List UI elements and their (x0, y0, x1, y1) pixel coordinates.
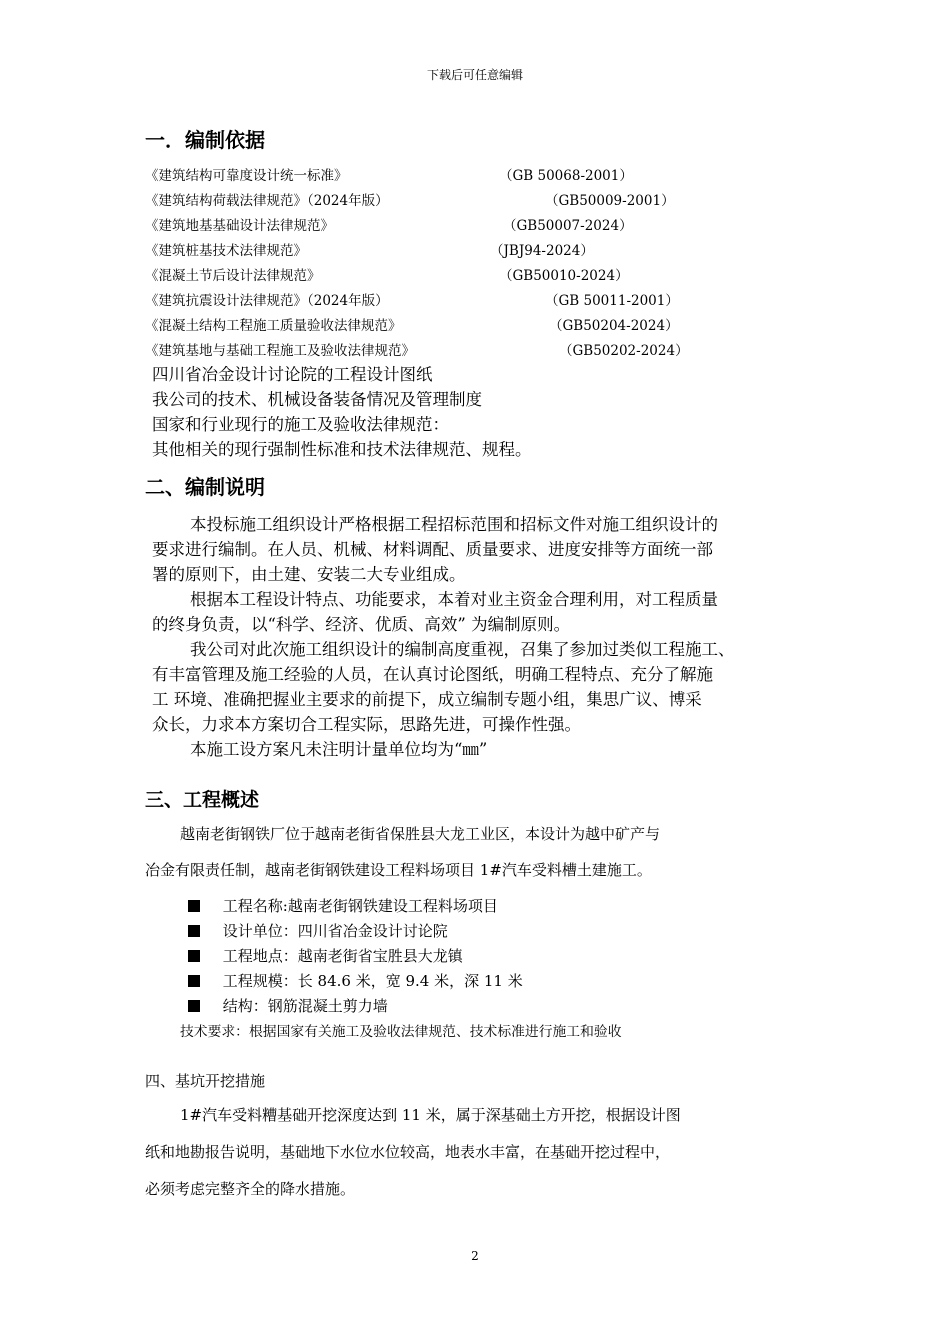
basis-line: 四川省冶金设计讨论院的工程设计图纸 (152, 365, 433, 384)
paragraph-line: 众长，力求本方案切合工程实际，思路先进，可操作性强。 (152, 715, 581, 734)
reference-name: 《建筑结构可靠度设计统一标准》 (145, 168, 348, 184)
bullet-text: 工程地点：越南老街省宝胜县大龙镇 (222, 947, 463, 965)
reference-name: 《混凝土节后设计法律规范》 (145, 268, 321, 284)
paragraph-line: 要求进行编制。在人员、机械、材料调配、质量要求、进度安排等方面统一部 (152, 540, 713, 559)
reference-name: 《建筑抗震设计法律规范》（2024年版） (145, 293, 389, 309)
bullet-item (188, 970, 523, 991)
intro-line: 越南老街钢铁厂位于越南老街省保胜县大龙工业区，本设计为越中矿产与 (180, 825, 661, 843)
square-bullet-icon (188, 925, 200, 937)
square-bullet-icon (188, 975, 200, 987)
bullet-text: 结构：钢筋混凝土剪力墙 (222, 997, 388, 1015)
basis-line: 国家和行业现行的施工及验收法律规范： (152, 415, 449, 434)
paragraph-line: 有丰富管理及施工经验的人员，在认真讨论图纸，明确工程特点、充分了解施 (152, 665, 713, 684)
reference-code: （GB 50011-2001） (545, 293, 679, 309)
page-number: 2 (471, 1249, 479, 1263)
paragraph-line: 1#汽车受料糟基础开挖深度达到 11 米，属于深基础土方开挖，根据设计图 (180, 1106, 681, 1124)
basis-line: 我公司的技术、机械设备装备情况及管理制度 (152, 390, 482, 409)
bullet-item (188, 920, 448, 941)
paragraph-line: 纸和地勘报告说明，基础地下水位水位较高，地表水丰富，在基础开挖过程中， (145, 1143, 671, 1161)
reference-code: （GB 50068-2001） (499, 168, 633, 184)
reference-name: 《建筑桩基技术法律规范》 (145, 243, 307, 259)
bullet-item (188, 895, 498, 916)
reference-code: （GB50204-2024） (549, 318, 679, 334)
reference-code: （JBJ94-2024） (490, 243, 594, 259)
paragraph-line: 工 环境、准确把握业主要求的前提下，成立编制专题小组，集思广议、博采 (152, 690, 702, 709)
paragraph-line: 本施工设方案凡未注明计量单位均为“㎜” (190, 740, 488, 759)
bullet-item (188, 995, 388, 1016)
tech-requirement: 技术要求：根据国家有关施工及验收法律规范、技术标准进行施工和验收 (180, 1024, 622, 1040)
bullet-text: 设计单位：四川省冶金设计讨论院 (222, 922, 448, 940)
section-3-title: 三、工程概述 (145, 789, 260, 811)
reference-name: 《建筑基地与基础工程施工及验收法律规范》 (145, 343, 415, 359)
reference-code: （GB50202-2024） (559, 343, 689, 359)
reference-code: （GB50009-2001） (545, 193, 675, 209)
reference-name: 《混凝土结构工程施工质量验收法律规范》 (145, 318, 402, 334)
paragraph-line: 署的原则下，由土建、安装二大专业组成。 (152, 565, 466, 584)
square-bullet-icon (188, 950, 200, 962)
reference-code: （GB50007-2024） (503, 218, 633, 234)
section-4-title: 四、基坑开挖措施 (145, 1072, 266, 1090)
reference-name: 《建筑结构荷载法律规范》（2024年版） (145, 193, 389, 209)
intro-line: 冶金有限责任制，越南老街钢铁建设工程料场项目 1#汽车受料槽土建施工。 (145, 861, 652, 879)
square-bullet-icon (188, 900, 200, 912)
paragraph-line: 本投标施工组织设计严格根据工程招标范围和招标文件对施工组织设计的 (190, 515, 718, 534)
paragraph-line: 必须考虑完整齐全的降水措施。 (145, 1180, 356, 1198)
section-2-title: 二、编制说明 (145, 475, 265, 499)
paragraph-line: 的终身负责，以“科学、经济、优质、高效” 为编制原则。 (152, 615, 571, 634)
reference-name: 《建筑地基基础设计法律规范》 (145, 218, 334, 234)
paragraph-line: 我公司对此次施工组织设计的编制高度重视，召集了参加过类似工程施工、 (190, 640, 735, 659)
bullet-text: 工程规模：长 84.6 米，宽 9.4 米，深 11 米 (222, 972, 523, 990)
bullet-item (188, 945, 463, 966)
square-bullet-icon (188, 1000, 200, 1012)
paragraph-line: 根据本工程设计特点、功能要求，本着对业主资金合理利用，对工程质量 (190, 590, 718, 609)
reference-code: （GB50010-2024） (499, 268, 629, 284)
section-1-title: 一．编制依据 (145, 128, 265, 152)
bullet-text: 工程名称:越南老街钢铁建设工程料场项目 (222, 897, 498, 915)
basis-line: 其他相关的现行强制性标准和技术法律规范、规程。 (152, 440, 532, 459)
header-note: 下载后可任意编辑 (426, 68, 523, 82)
